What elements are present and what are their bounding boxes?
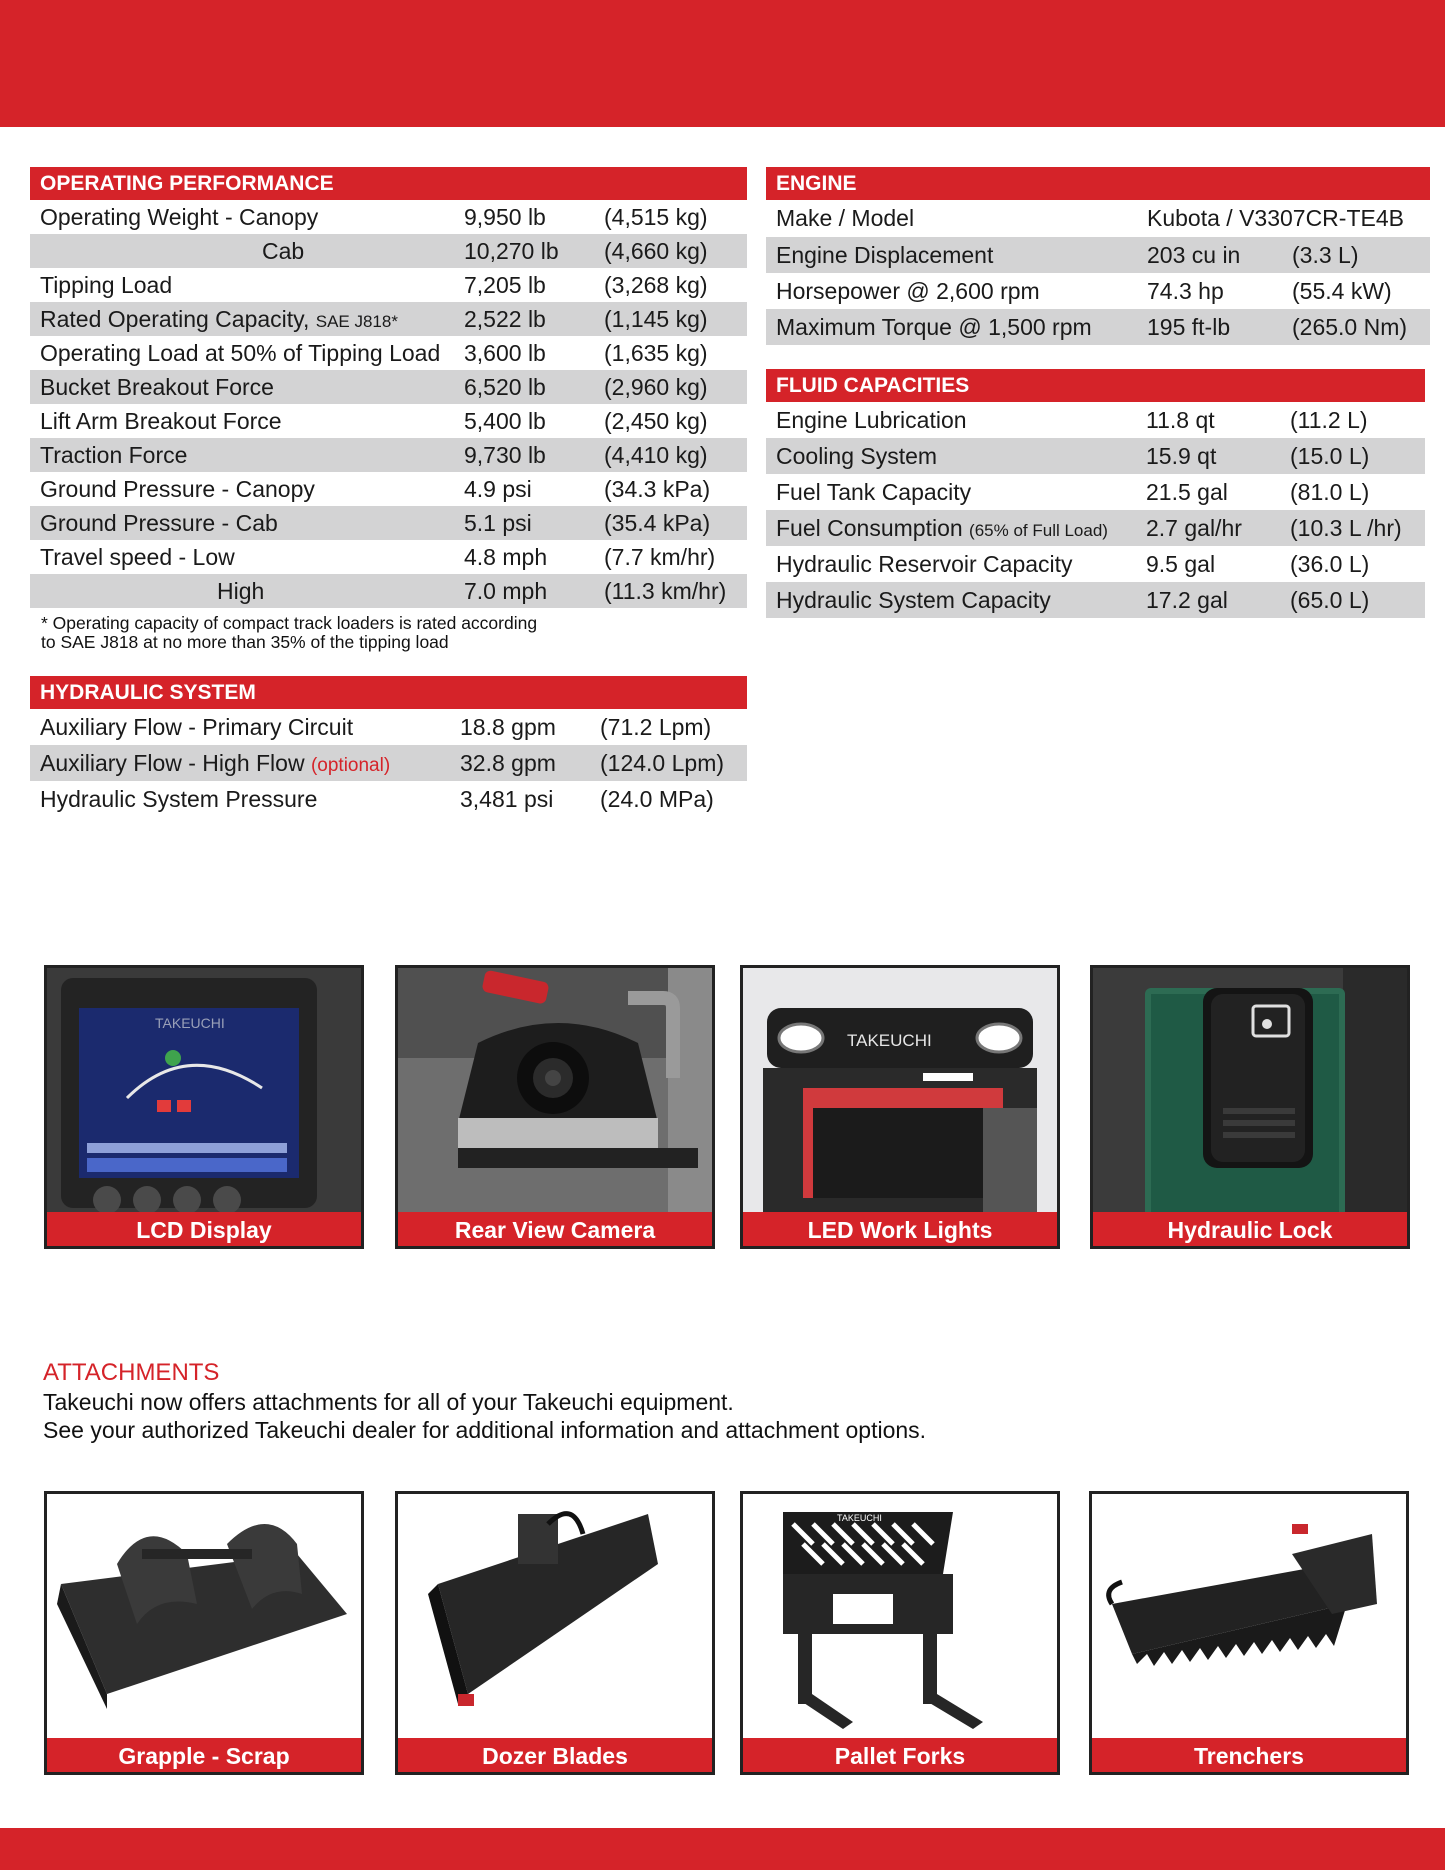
attachment-card-trenchers	[1089, 1491, 1409, 1775]
operating-performance-heading: OPERATING PERFORMANCE	[30, 167, 747, 200]
attachment-caption: Grapple - Scrap	[47, 1738, 361, 1772]
fluid-capacities-section	[766, 369, 1425, 618]
hydraulic-system-heading: HYDRAULIC SYSTEM	[30, 676, 747, 709]
hydraulic-system-table	[30, 709, 747, 817]
attachment-caption: Dozer Blades	[398, 1738, 712, 1772]
feature-caption: LCD Display	[47, 1212, 361, 1246]
table-row: Make / Model Kubota / V3307CR-TE4B	[776, 205, 1404, 231]
table-row: Lift Arm Breakout Force 5,400 lb (2,450 kg)	[40, 407, 708, 434]
table-row: Fuel Tank Capacity 21.5 gal (81.0 L)	[776, 478, 1370, 505]
table-row: Cooling System 15.9 qt (15.0 L)	[766, 438, 1425, 474]
label-note: SAE J818*	[315, 311, 398, 331]
attachment-caption: Pallet Forks	[743, 1738, 1057, 1772]
top-red-banner	[0, 0, 1445, 127]
fluid-capacities-heading: FLUID CAPACITIES	[766, 369, 1425, 402]
optional-note: (optional)	[310, 754, 391, 776]
table-row: Engine Displacement 203 cu in (3.3 L)	[766, 237, 1430, 273]
table-row: Auxiliary Flow - Primary Circuit 18.8 gpm (71.2 Lpm)	[40, 713, 712, 740]
feature-caption: Hydraulic Lock	[1093, 1212, 1407, 1246]
table-row: Travel speed - Low 4.8 mph (7.7 km/hr)	[40, 543, 716, 570]
feature-card-led-work-lights	[740, 965, 1060, 1249]
table-row: Tipping Load 7,205 lb (3,268 kg)	[40, 271, 708, 298]
table-row: Cab 10,270 lb (4,660 kg)	[30, 234, 747, 268]
engine-heading: ENGINE	[766, 167, 1430, 200]
table-row: Engine Lubrication 11.8 qt (11.2 L)	[776, 406, 1368, 433]
table-row: High 7.0 mph (11.3 km/hr)	[30, 574, 747, 608]
feature-card-hydraulic-lock	[1090, 965, 1410, 1249]
engine-table	[766, 200, 1430, 345]
trencher-icon	[1092, 1494, 1406, 1738]
hydraulic-system-section	[30, 676, 747, 817]
table-row: Hydraulic System Capacity 17.2 gal (65.0 L)	[766, 582, 1425, 618]
forks-brand: TAKEUCHI	[837, 1513, 882, 1523]
feature-caption: Rear View Camera	[398, 1212, 712, 1246]
table-row: Ground Pressure - Cab 5.1 psi (35.4 kPa)	[30, 506, 747, 540]
operating-performance-section	[30, 167, 747, 652]
attachment-card-dozer-blades	[395, 1491, 715, 1775]
table-row: Hydraulic System Pressure 3,481 psi (24.0 MPa)	[40, 785, 714, 812]
dozer-blade-icon	[398, 1494, 712, 1738]
feature-card-rear-view-camera	[395, 965, 715, 1249]
attachments-intro-line-1: Takeuchi now offers attachments for all of your Takeuchi equipment.	[43, 1389, 734, 1415]
table-row: Ground Pressure - Canopy 4.9 psi (34.3 kPa)	[40, 475, 711, 502]
work-lights-icon	[743, 968, 1057, 1212]
attachment-card-grapple-scrap	[44, 1491, 364, 1775]
attachment-caption: Trenchers	[1092, 1738, 1406, 1772]
table-row: Fuel Consumption (65% of Full Load) 2.7 gal/hr (10.3 L /hr)	[766, 510, 1425, 546]
attachment-card-pallet-forks	[740, 1491, 1060, 1775]
table-row: Operating Weight - Canopy 9,950 lb (4,515 kg)	[40, 203, 708, 230]
camera-icon	[398, 968, 712, 1212]
label-note: (65% of Full Load)	[969, 520, 1108, 540]
table-row: Maximum Torque @ 1,500 rpm 195 ft-lb (265.0 Nm)	[766, 309, 1430, 345]
attachments-intro-line-2: See your authorized Takeuchi dealer for additional information and attachment options.	[43, 1417, 927, 1443]
feature-card-lcd-display	[44, 965, 364, 1249]
table-row: Hydraulic Reservoir Capacity 9.5 gal (36.0 L)	[776, 550, 1370, 577]
table-row: Bucket Breakout Force 6,520 lb (2,960 kg)	[30, 370, 747, 404]
attachments-heading: ATTACHMENTS	[43, 1359, 220, 1386]
footnote: * Operating capacity of compact track loaders is rated according to SAE J818 at no more than 35% of the tipping load	[41, 613, 538, 652]
lock-switch-icon	[1093, 968, 1407, 1212]
table-row: Horsepower @ 2,600 rpm 74.3 hp (55.4 kW)	[776, 277, 1392, 304]
feature-caption: LED Work Lights	[743, 1212, 1057, 1246]
table-row: Traction Force 9,730 lb (4,410 kg)	[30, 438, 747, 472]
lcd-brand: TAKEUCHI	[155, 1015, 225, 1031]
table-row: Rated Operating Capacity, SAE J818* 2,522 lb (1,145 kg)	[30, 302, 747, 336]
grapple-icon	[47, 1494, 361, 1738]
table-row: Auxiliary Flow - High Flow (optional) 32.8 gpm (124.0 Lpm)	[30, 745, 747, 781]
pallet-forks-icon	[743, 1494, 1057, 1738]
table-row: Operating Load at 50% of Tipping Load 3,600 lb (1,635 kg)	[40, 339, 708, 366]
lcd-display-icon	[47, 968, 361, 1212]
lights-brand: TAKEUCHI	[847, 1031, 932, 1050]
fluid-capacities-table	[766, 402, 1425, 618]
operating-performance-table	[30, 200, 747, 608]
engine-section	[766, 167, 1430, 345]
bottom-red-banner	[0, 1828, 1445, 1870]
